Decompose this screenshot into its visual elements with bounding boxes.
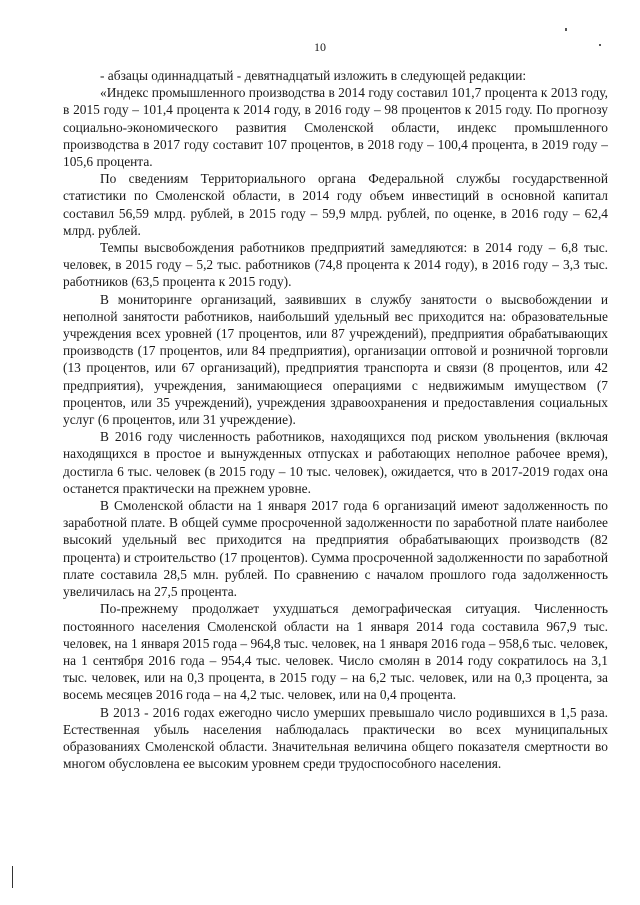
- paragraph: В 2016 году численность работников, находящихся под риском увольнения (включая находящихся в простое и вынужденных отпусках и работающих неполное рабочее время), достигла 6 тыс. человек (в 2015 году – 10 тыс. человек), ожидается, что в 2017-2019 годах она останется практически на прежнем уровне.: [63, 429, 608, 496]
- paragraph: В 2013 - 2016 годах ежегодно число умерших превышало число родившихся в 1,5 раза. Естественная убыль населения наблюдалась практически во всех муниципальных образованиях Смоленской области. Значительная величина общего показателя смертности во многом обусловлена ее высоким уровнем среди трудоспособного населения.: [63, 704, 608, 772]
- page-number: 10: [314, 40, 326, 54]
- paragraph: По-прежнему продолжает ухудшаться демографическая ситуация. Численность постоянного населения Смоленской области на 1 января 2014 года составила 967,9 тыс. человек, на 1 января 2015 года – 964,8 тыс. человек, на 1 января 2016 года – 958,6 тыс. человек, на 1 сентября 2016 года – 954,4 тыс. человек. Число смолян в 2014 году сократилось на 3,1 тыс. человек, или на 0,3 процента, в 2015 году – на 6,2 тыс. человек, или на 0,3 процента, за восемь месяцев 2016 года – на 4,2 тыс. человек, или на 0,4 процента.: [63, 601, 608, 703]
- paragraph: - абзацы одиннадцатый - девятнадцатый изложить в следующей редакции:: [100, 68, 527, 83]
- scan-mark: [599, 44, 601, 46]
- paragraph: Темпы высвобождения работников предприятий замедляются: в 2014 году – 6,8 тыс. человек, в 2015 году – 5,2 тыс. работников (74,8 процента к 2014 году), в 2016 году – 3,3 тыс. работников (63,5 процента к 2015 году).: [63, 240, 608, 290]
- margin-line: [12, 866, 13, 888]
- paragraph: В мониторинге организаций, заявивших в службу занятости о высвобождении и неполной занятости работников, наибольший удельный вес приходится на: образовательные учреждения всех уровней (17 процентов, или 87 учреждений), предприятия обрабатывающих производств (17 процентов, или 84 предприятия), организации оптовой и розничной торговли (13 процентов, или 67 организаций), предприятия транспорта и связи (8 процентов, или 42 предприятия), учреждения, занимающиеся операциями с недвижимым имуществом (7 процентов, или 35 учреждений), учреждения здравоохранения и предоставления социальных услуг (6 процентов, или 31 учреждение).: [63, 291, 608, 428]
- paragraph: В Смоленской области на 1 января 2017 года 6 организаций имеют задолженность по заработной плате. В общей сумме просроченной задолженности по заработной плате наиболее высокий удельный вес приходится на предприятия обрабатывающих производств (82 процента) и строительство (17 процентов). Сумма просроченной задолженности по заработной плате составила 28,5 млн. рублей. По сравнению с началом прошлого года задолженность увеличилась на 27,5 процента.: [63, 498, 608, 600]
- scan-mark: [565, 28, 567, 31]
- paragraph: По сведениям Территориального органа Федеральной службы государственной статистики по Смоленской области, в 2014 году объем инвестиций в основной капитал составил 56,59 млрд. рублей, в 2015 году – 59,9 млрд. рублей, по оценке, в 2016 году – 62,4 млрд. рублей.: [63, 171, 608, 238]
- paragraph: «Индекс промышленного производства в 2014 году составил 101,7 процента к 2013 году, в 2015 году – 101,4 процента к 2014 году, в 2016 году – 98 процентов к 2015 году. По прогнозу социально-экономического развития Смоленской области, индекс промышленного производства в 2017 году составит 107 процентов, в 2018 году – 100,4 процента, в 2019 году – 105,6 процента.: [63, 85, 608, 170]
- document-body: [63, 67, 608, 772]
